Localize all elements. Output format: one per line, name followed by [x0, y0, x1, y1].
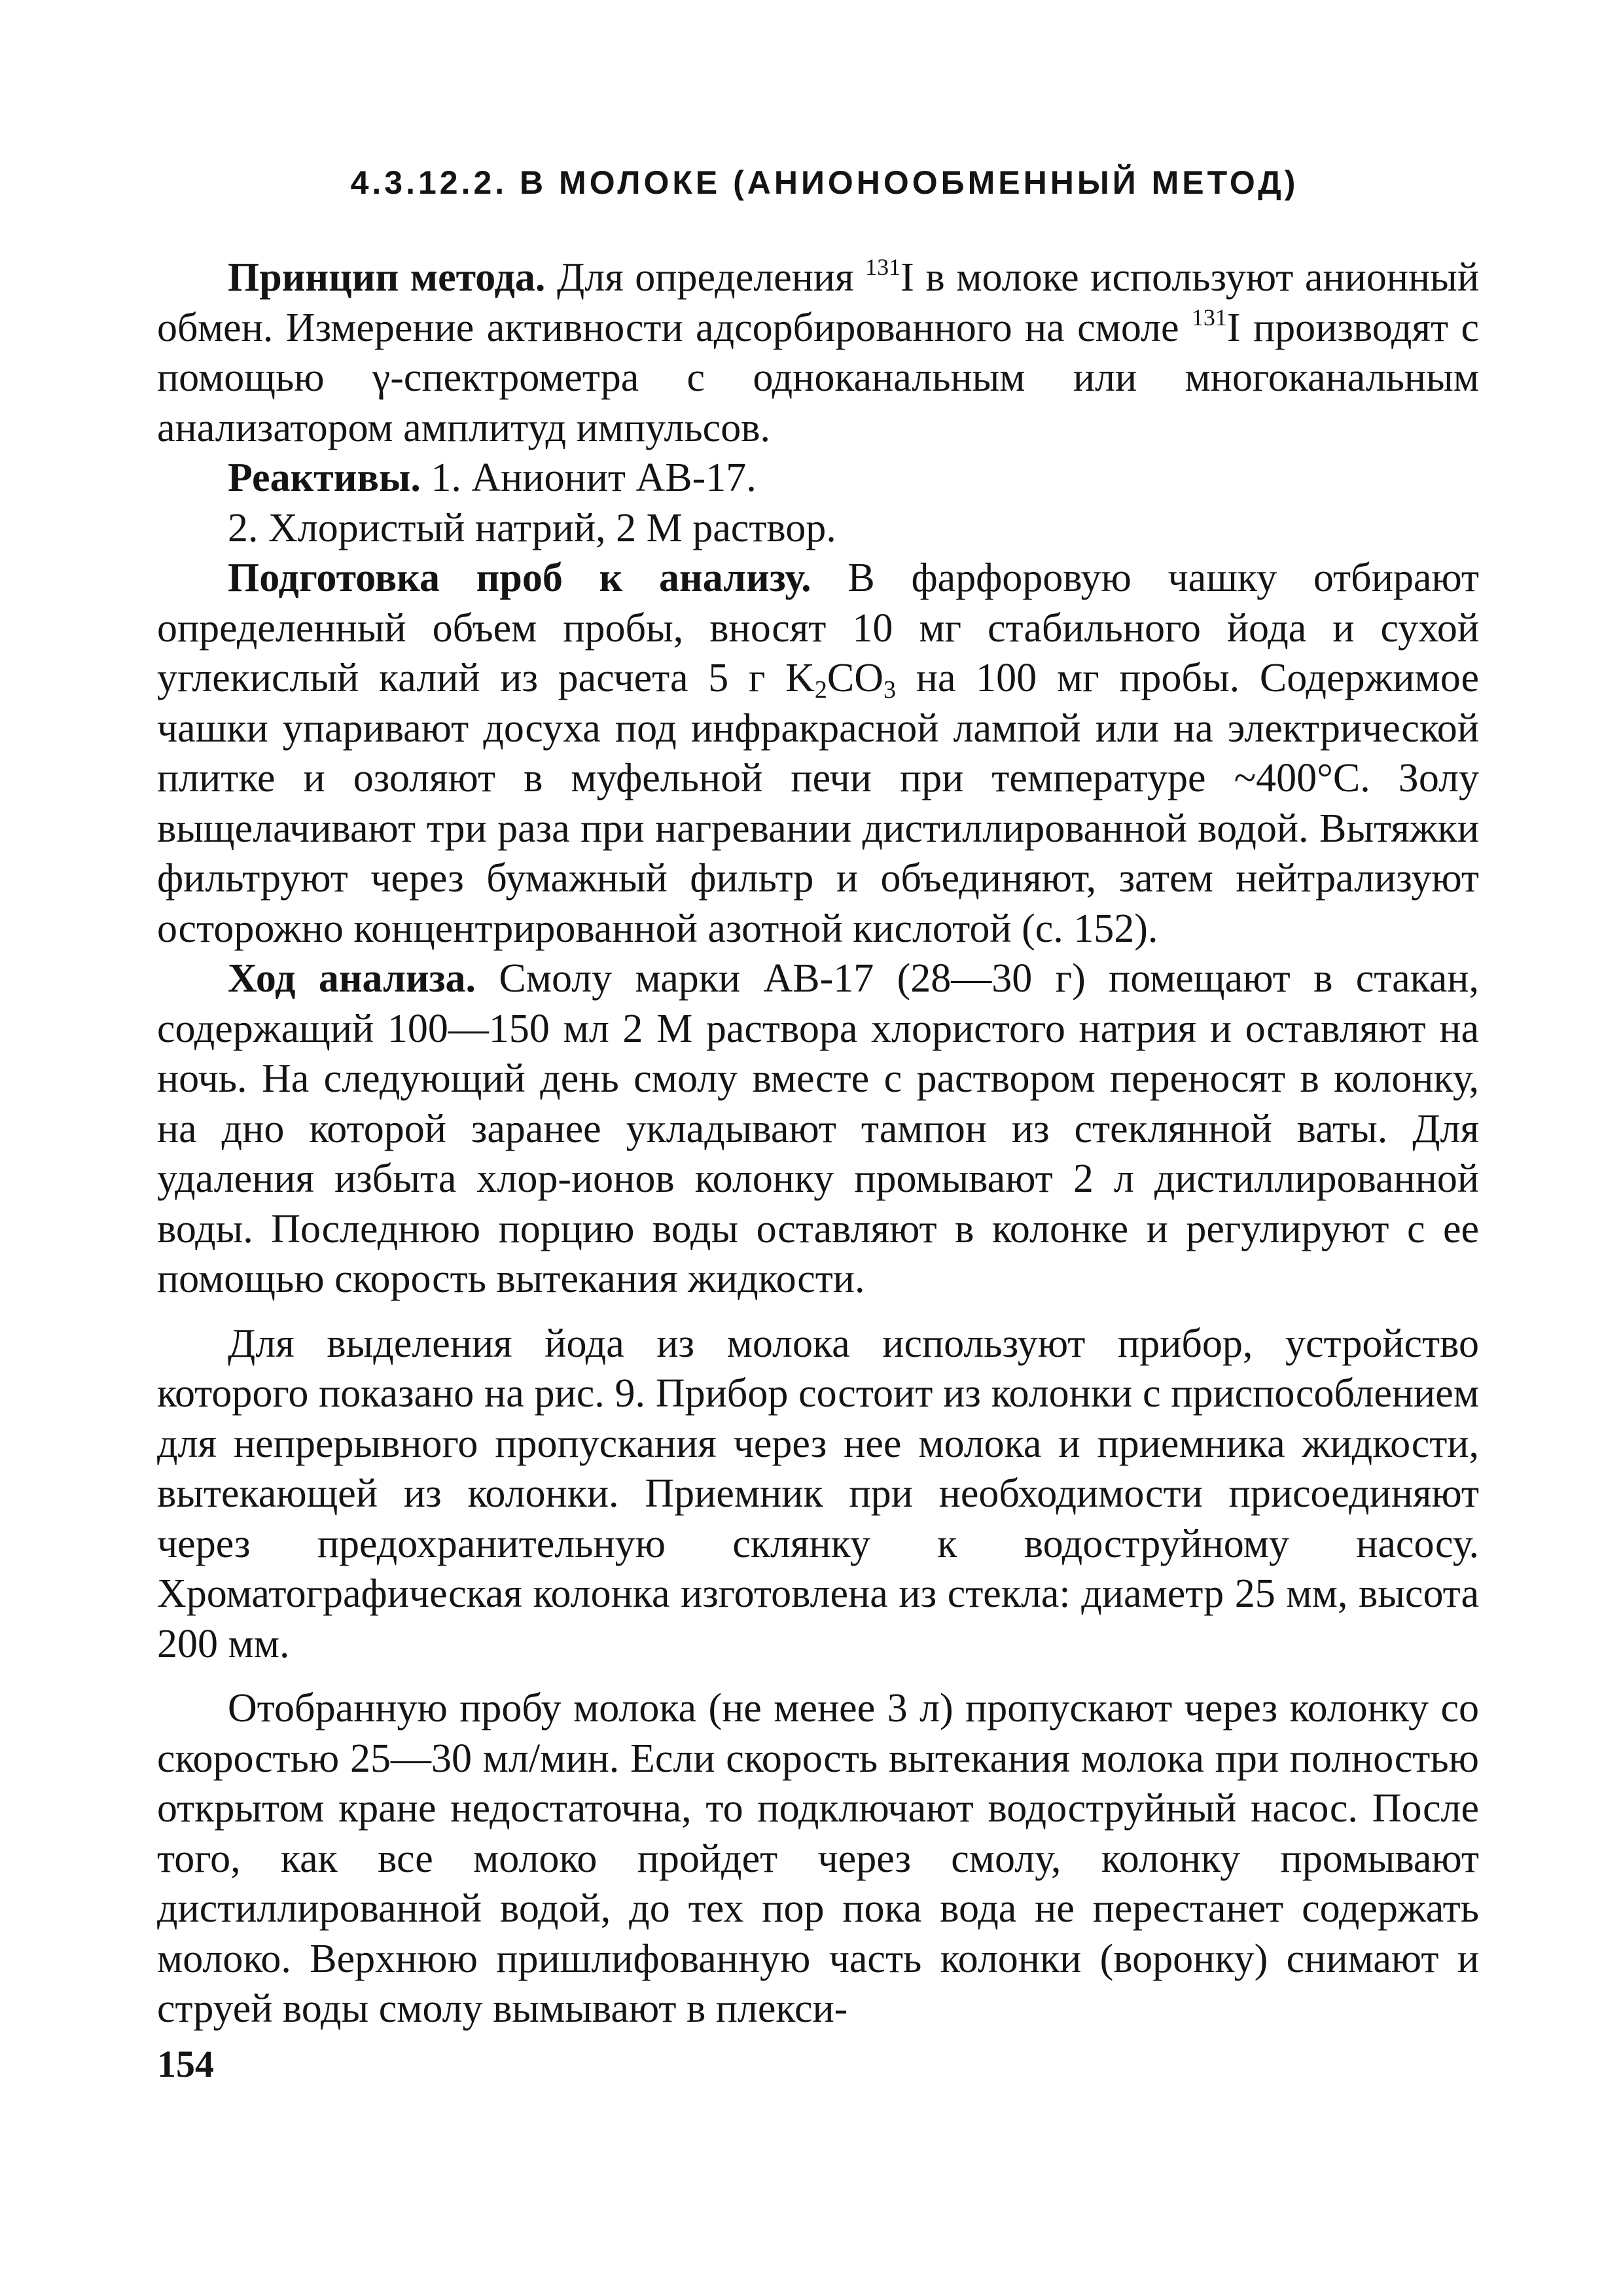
reagents-label: Реактивы.	[228, 456, 421, 500]
reagent-item-1: 1. Анионит АВ-17.	[420, 456, 757, 500]
preparation-label: Подготовка проб к анализу.	[228, 556, 812, 600]
paragraph-reagents	[157, 453, 1479, 503]
page-number: 154	[157, 2042, 214, 2085]
paragraph-sample: Отобранную пробу молока (не менее 3 л) пропускают через колонку со скоростью 25—30 мл/мин. Если скорость вытекания молока при полностью открытом кране недостаточна, то подключают водоструйный насос. После того, как все молоко пройдет через смолу, колонку промывают дистиллированной водой, до тех пор пока вода не перестанет содержать молоко. Верхнюю пришлифованную часть колонки (воронку) снимают и струей воды смолу вымывают в плекси-	[157, 1686, 1479, 2031]
reagent-item-2: 2. Хлористый натрий, 2 М раствор.	[228, 505, 836, 550]
paragraph-principle	[157, 253, 1479, 453]
formula-subscript: 2	[814, 676, 827, 704]
principle-text-1: Для определения	[545, 255, 866, 300]
preparation-text-2: CO	[827, 656, 884, 700]
isotope-mass-number: 131	[1191, 304, 1227, 331]
section-heading: 4.3.12.2. В МОЛОКЕ (АНИОНООБМЕННЫЙ МЕТОД)	[350, 164, 1299, 201]
principle-label: Принцип метода.	[228, 255, 546, 300]
principle-text-2: I в молоке используют анионный обмен. Измерение активности адсорбированного на смоле	[157, 255, 1479, 350]
procedure-label: Ход анализа.	[228, 956, 476, 1001]
preparation-text-3: на 100 мг пробы. Содержимое чашки упаривают досуха под инфракрасной лампой или на электрической плитке и озоляют в муфельной печи при температуре ~400°C. Золу выщелачивают три раза при нагревании дистиллированной водой. Вытяжки фильтруют через бумажный фильтр и объединяют, затем нейтрализуют осторожно концентрированной азотной кислотой (с. 152).	[157, 656, 1480, 951]
isotope-mass-number: 131	[865, 254, 901, 280]
formula-subscript: 3	[883, 676, 897, 704]
principle-text-3: I производят с помощью γ-спектрометра с одноканальным или многоканальным анализатором амплитуд импульсов.	[157, 305, 1479, 450]
procedure-text: Смолу марки АВ-17 (28—30 г) помещают в стакан, содержащий 100—150 мл 2 М раствора хлористого натрия и оставляют на ночь. На следующий день смолу вместе с раствором переносят в колонку, на дно которой заранее укладывают тампон из стеклянной ваты. Для удаления избыта хлор-ионов колонку промывают 2 л дистиллированной воды. Последнюю порцию воды оставляют в колонке и регулируют с ее помощью скорость вытекания жидкости.	[157, 956, 1479, 1301]
paragraph-preparation	[157, 553, 1479, 954]
preparation-text-1: В фарфоровую чашку отбирают определенный объем пробы, вносят 10 мг стабильного йода и сухой углекислый калий из расчета 5 г K	[157, 556, 1479, 700]
paragraph-device: Для выделения йода из молока используют прибор, устройство которого показано на рис. 9. Прибор состоит из колонки с приспособлением для непрерывного пропускания через нее молока и приемника жидкости, вытекающей из колонки. Приемник при необходимости присоединяют через предохранительную склянку к водоструйному насосу. Хроматографическая колонка изготовлена из стекла: диаметр 25 мм, высота 200 мм.	[157, 1321, 1479, 1666]
paragraph-procedure	[157, 954, 1479, 1304]
book-page	[157, 164, 1479, 2090]
